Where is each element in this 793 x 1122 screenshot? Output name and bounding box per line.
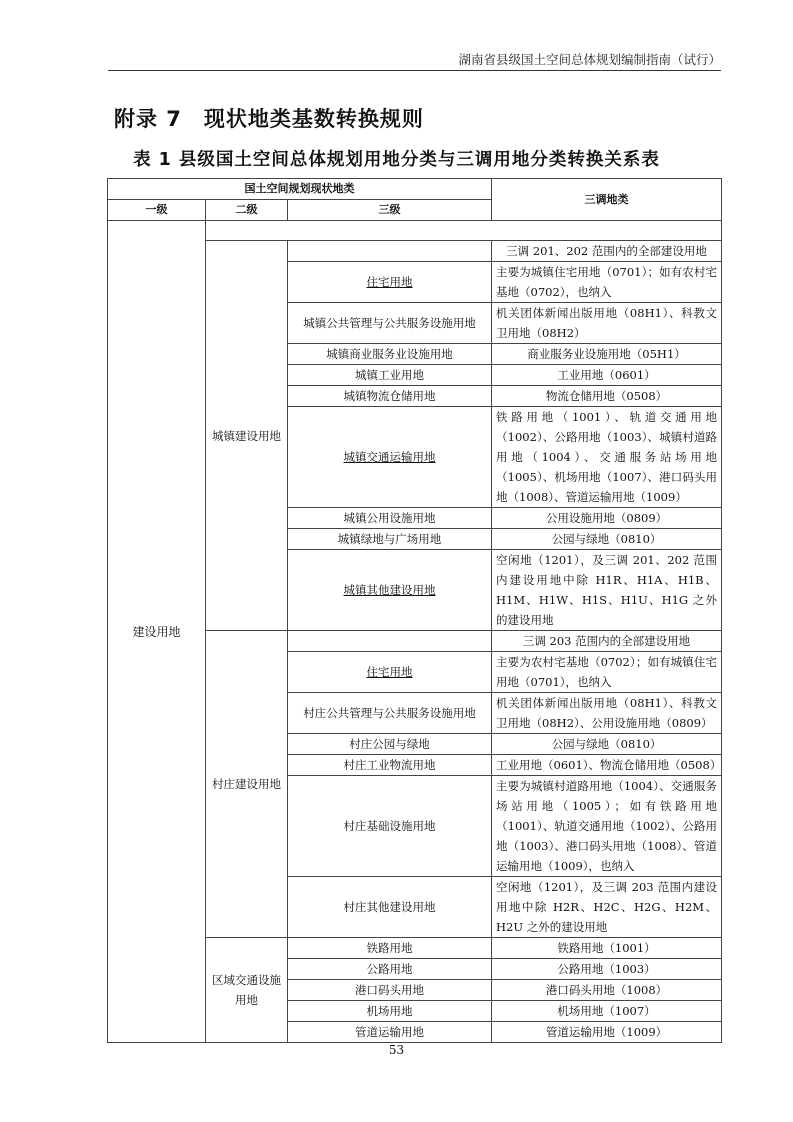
level2-header-cell: 二级 xyxy=(206,200,288,221)
sandiao-cell: 公用设施用地（0809） xyxy=(492,508,722,529)
level3-cell xyxy=(288,877,492,938)
level3-label: 城镇公共管理与公共服务设施用地 xyxy=(303,316,476,330)
level3-cell xyxy=(288,262,492,303)
level3-cell xyxy=(288,959,492,980)
level3-label: 城镇工业用地 xyxy=(355,368,425,382)
level3-cell xyxy=(288,365,492,386)
level3-label: 城镇物流仓储用地 xyxy=(343,389,436,403)
group-header-cell: 国土空间规划现状地类 xyxy=(108,179,492,200)
level3-label: 港口码头用地 xyxy=(355,983,425,997)
summary-cell: 三调 203 范围内的全部建设用地 xyxy=(492,631,722,652)
level3-cell xyxy=(288,938,492,959)
spacer-cell xyxy=(206,221,722,241)
sandiao-cell: 工业用地（0601）、物流仓储用地（0508） xyxy=(492,755,722,776)
level3-cell xyxy=(288,303,492,344)
sandiao-cell: 公园与绿地（0810） xyxy=(492,529,722,550)
sandiao-cell: 公路用地（1003） xyxy=(492,959,722,980)
level2-cell: 村庄建设用地 xyxy=(206,631,288,938)
conversion-table xyxy=(107,178,722,1043)
sandiao-cell: 机场用地（1007） xyxy=(492,1001,722,1022)
level3-label: 城镇公用设施用地 xyxy=(343,511,436,525)
sandiao-cell: 主要为城镇住宅用地（0701）；如有农村宅基地（0702），也纳入 xyxy=(492,262,722,303)
sandiao-cell: 机关团体新闻出版用地（08H1）、科教文卫用地（08H2）、公用设施用地（0809） xyxy=(492,693,722,734)
level3-cell xyxy=(288,1001,492,1022)
level1-cell: 建设用地 xyxy=(108,221,206,1043)
level3-label: 住宅用地 xyxy=(366,275,413,289)
level3-label: 城镇绿地与广场用地 xyxy=(337,532,442,546)
sandiao-cell: 管道运输用地（1009） xyxy=(492,1022,722,1043)
level1-header-cell: 一级 xyxy=(108,200,206,221)
level3-cell xyxy=(288,407,492,508)
running-header: 湖南省县级国土空间总体规划编制指南（试行） xyxy=(458,52,721,67)
level3-header-cell: 三级 xyxy=(288,200,492,221)
sandiao-cell: 工业用地（0601） xyxy=(492,365,722,386)
level2-cell: 区域交通设施用地 xyxy=(206,938,288,1043)
sandiao-cell: 空闲地（1201），及三调 201、202 范围内建设用地中除 H1R、H1A、H1B、H1M、H1W、H1S、H1U、H1G 之外的建设用地 xyxy=(492,550,722,631)
level3-label: 村庄其他建设用地 xyxy=(343,900,436,914)
level3-label: 城镇商业服务业设施用地 xyxy=(326,347,453,361)
level3-cell xyxy=(288,550,492,631)
level3-cell xyxy=(288,755,492,776)
level3-cell xyxy=(288,386,492,407)
sandiao-cell: 铁路用地（1001）、轨道交通用地（1002）、公路用地（1003）、城镇村道路用地（1004）、交通服务站场用地（1005）、机场用地（1007）、港口码头用地（1008）、管道运输用地（1009） xyxy=(492,407,722,508)
table-caption: 表 1 县级国土空间总体规划用地分类与三调用地分类转换关系表 xyxy=(133,150,660,170)
level3-label: 村庄工业物流用地 xyxy=(343,758,436,772)
level3-label: 村庄公园与绿地 xyxy=(349,737,430,751)
level3-label: 村庄基础设施用地 xyxy=(343,819,436,833)
sandiao-cell: 物流仓储用地（0508） xyxy=(492,386,722,407)
summary-cell: 三调 201、202 范围内的全部建设用地 xyxy=(492,241,722,262)
sandiao-cell: 铁路用地（1001） xyxy=(492,938,722,959)
sandiao-cell: 主要为城镇村道路用地（1004）、交通服务场站用地（1005）；如有铁路用地（1001）、轨道交通用地（1002）、公路用地（1003）、港口码头用地（1008）、管道运输用地（1009），也纳入 xyxy=(492,776,722,877)
sandiao-header-cell: 三调地类 xyxy=(492,179,722,221)
level3-cell xyxy=(288,1022,492,1043)
level3-cell xyxy=(288,508,492,529)
sandiao-cell: 港口码头用地（1008） xyxy=(492,980,722,1001)
level2-cell: 城镇建设用地 xyxy=(206,241,288,631)
conversion-table-body xyxy=(108,179,722,1043)
sandiao-cell: 公园与绿地（0810） xyxy=(492,734,722,755)
level3-label: 机场用地 xyxy=(366,1004,413,1018)
level3-label: 管道运输用地 xyxy=(355,1025,425,1039)
level3-cell xyxy=(288,693,492,734)
appendix-title: 附录 7 现状地类基数转换规则 xyxy=(114,107,424,131)
header-divider xyxy=(108,70,721,71)
spacer-row xyxy=(108,221,722,241)
level3-cell xyxy=(288,776,492,877)
level3-cell xyxy=(288,734,492,755)
level3-label: 住宅用地 xyxy=(366,665,413,679)
page-number: 53 xyxy=(388,1043,405,1057)
summary-blank-cell xyxy=(288,241,492,262)
sandiao-cell: 商业服务业设施用地（05H1） xyxy=(492,344,722,365)
level3-label: 公路用地 xyxy=(366,962,413,976)
sandiao-cell: 机关团体新闻出版用地（08H1）、科教文卫用地（08H2） xyxy=(492,303,722,344)
summary-blank-cell xyxy=(288,631,492,652)
sandiao-cell: 主要为农村宅基地（0702）；如有城镇住宅用地（0701），也纳入 xyxy=(492,652,722,693)
level3-cell xyxy=(288,344,492,365)
level3-cell xyxy=(288,652,492,693)
level3-cell xyxy=(288,980,492,1001)
level3-label: 城镇其他建设用地 xyxy=(343,583,436,597)
table-header-row xyxy=(108,179,722,200)
sandiao-cell: 空闲地（1201），及三调 203 范围内建设用地中除 H2R、H2C、H2G、H2M、H2U 之外的建设用地 xyxy=(492,877,722,938)
level3-label: 铁路用地 xyxy=(366,941,413,955)
level3-label: 城镇交通运输用地 xyxy=(343,450,436,464)
level3-cell xyxy=(288,529,492,550)
level3-label: 村庄公共管理与公共服务设施用地 xyxy=(303,706,476,720)
